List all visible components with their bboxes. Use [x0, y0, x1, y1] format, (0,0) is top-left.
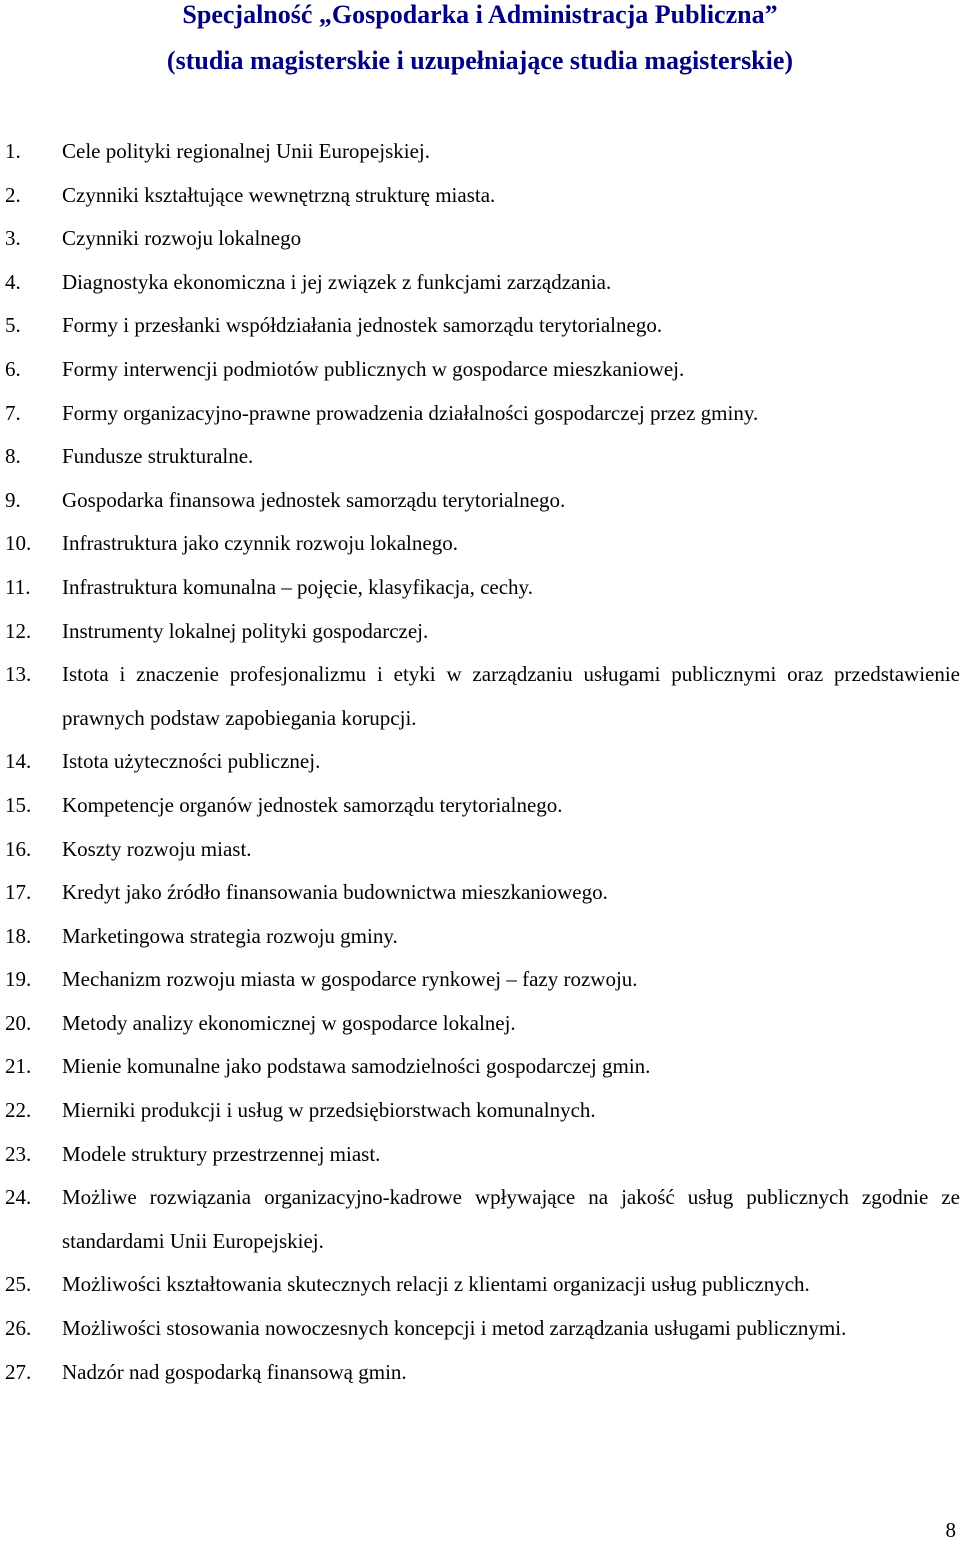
- list-item: [0, 1002, 960, 1046]
- item-number: 7.: [5, 400, 21, 425]
- item-text: Istota użyteczności publicznej.: [62, 749, 321, 774]
- list-item: [0, 435, 960, 479]
- list-item: [0, 261, 960, 305]
- item-number: 16.: [5, 836, 32, 861]
- item-number: 19.: [5, 967, 32, 992]
- item-text: Marketingowa strategia rozwoju gminy.: [62, 923, 398, 948]
- item-number: 12.: [5, 618, 32, 643]
- list-item: [0, 784, 960, 828]
- item-text: Istota i znaczenie profesjonalizmu i etyki w zarządzaniu usługami publicznymi oraz przedstawienie prawnych podstaw zapobiegania korupcji.: [62, 662, 960, 730]
- item-text: Nadzór nad gospodarką finansową gmin.: [62, 1359, 407, 1384]
- item-text: Mechanizm rozwoju miasta w gospodarce rynkowej – fazy rozwoju.: [62, 967, 638, 992]
- item-text: Koszty rozwoju miast.: [62, 836, 252, 861]
- item-number: 24.: [5, 1185, 32, 1210]
- document-title: Specjalność „Gospodarka i Administracja Publiczna”: [182, 0, 778, 29]
- item-number: 17.: [5, 880, 32, 905]
- item-number: 6.: [5, 356, 21, 381]
- item-text: Formy interwencji podmiotów publicznych w gospodarce mieszkaniowej.: [62, 356, 685, 381]
- list-item: [0, 1133, 960, 1177]
- item-number: 22.: [5, 1098, 32, 1123]
- item-text: Mienie komunalne jako podstawa samodzielności gospodarczej gmin.: [62, 1054, 651, 1079]
- item-number: 15.: [5, 792, 32, 817]
- list-item: [0, 566, 960, 610]
- list-item: [0, 958, 960, 1002]
- item-text: Gospodarka finansowa jednostek samorządu terytorialnego.: [62, 487, 566, 512]
- list-item: [0, 740, 960, 784]
- list-item: [0, 610, 960, 654]
- item-text: Formy organizacyjno-prawne prowadzenia działalności gospodarczej przez gminy.: [62, 400, 759, 425]
- list-item: [0, 174, 960, 218]
- list-item: [0, 1263, 960, 1307]
- document-header: [0, 0, 960, 76]
- list-item: [0, 348, 960, 392]
- item-number: 25.: [5, 1272, 32, 1297]
- list-item: [0, 392, 960, 436]
- document-subtitle: (studia magisterskie i uzupełniające studia magisterskie): [166, 46, 794, 75]
- list-item: [0, 1351, 960, 1395]
- item-text: Kredyt jako źródło finansowania budownictwa mieszkaniowego.: [62, 880, 608, 905]
- item-text: Formy i przesłanki współdziałania jednostek samorządu terytorialnego.: [62, 313, 663, 338]
- item-number: 10.: [5, 531, 32, 556]
- item-number: 5.: [5, 313, 21, 338]
- topic-list: [0, 130, 960, 1394]
- item-text: Mierniki produkcji i usług w przedsiębiorstwach komunalnych.: [62, 1098, 596, 1123]
- item-text: Diagnostyka ekonomiczna i jej związek z funkcjami zarządzania.: [62, 269, 612, 294]
- list-item: [0, 130, 960, 174]
- item-text: Cele polityki regionalnej Unii Europejskiej.: [62, 139, 431, 163]
- item-number: 27.: [5, 1359, 32, 1384]
- item-text: Możliwości stosowania nowoczesnych koncepcji i metod zarządzania usługami publicznymi.: [62, 1316, 847, 1341]
- list-item: [0, 304, 960, 348]
- list-item: [0, 1045, 960, 1089]
- list-item: [0, 1089, 960, 1133]
- list-item: [0, 915, 960, 959]
- list-item: [0, 653, 960, 740]
- item-number: 8.: [5, 444, 21, 469]
- list-item: [0, 479, 960, 523]
- item-number: 13.: [5, 662, 32, 687]
- item-number: 4.: [5, 269, 21, 294]
- item-number: 14.: [5, 749, 32, 774]
- item-number: 23.: [5, 1141, 32, 1166]
- item-text: Czynniki kształtujące wewnętrzną strukturę miasta.: [62, 182, 496, 207]
- item-text: Instrumenty lokalnej polityki gospodarczej.: [62, 618, 429, 643]
- item-text: Metody analizy ekonomicznej w gospodarce lokalnej.: [62, 1010, 516, 1035]
- item-number: 21.: [5, 1054, 32, 1079]
- list-item: [0, 1176, 960, 1263]
- item-text: Fundusze strukturalne.: [62, 444, 254, 469]
- item-number: 26.: [5, 1316, 32, 1341]
- list-item: [0, 871, 960, 915]
- item-number: 3.: [5, 226, 21, 251]
- item-number: 1.: [5, 139, 21, 163]
- list-item: [0, 522, 960, 566]
- item-number: 9.: [5, 487, 21, 512]
- list-item: [0, 1307, 960, 1351]
- list-item: [0, 217, 960, 261]
- list-item: [0, 828, 960, 872]
- item-number: 18.: [5, 923, 32, 948]
- item-text: Możliwości kształtowania skutecznych relacji z klientami organizacji usług publicznych.: [62, 1272, 810, 1297]
- item-text: Czynniki rozwoju lokalnego: [62, 226, 302, 251]
- item-number: 11.: [5, 574, 31, 599]
- item-text: Modele struktury przestrzennej miast.: [62, 1141, 381, 1166]
- item-number: 20.: [5, 1010, 32, 1035]
- item-text: Kompetencje organów jednostek samorządu terytorialnego.: [62, 792, 563, 817]
- page-number: 8: [945, 1518, 956, 1542]
- item-text: Infrastruktura jako czynnik rozwoju lokalnego.: [62, 531, 458, 556]
- item-text: Możliwe rozwiązania organizacyjno-kadrowe wpływające na jakość usług publicznych zgodnie ze standardami Unii Europejskiej.: [62, 1185, 960, 1253]
- item-text: Infrastruktura komunalna – pojęcie, klasyfikacja, cechy.: [62, 574, 533, 599]
- item-number: 2.: [5, 182, 21, 207]
